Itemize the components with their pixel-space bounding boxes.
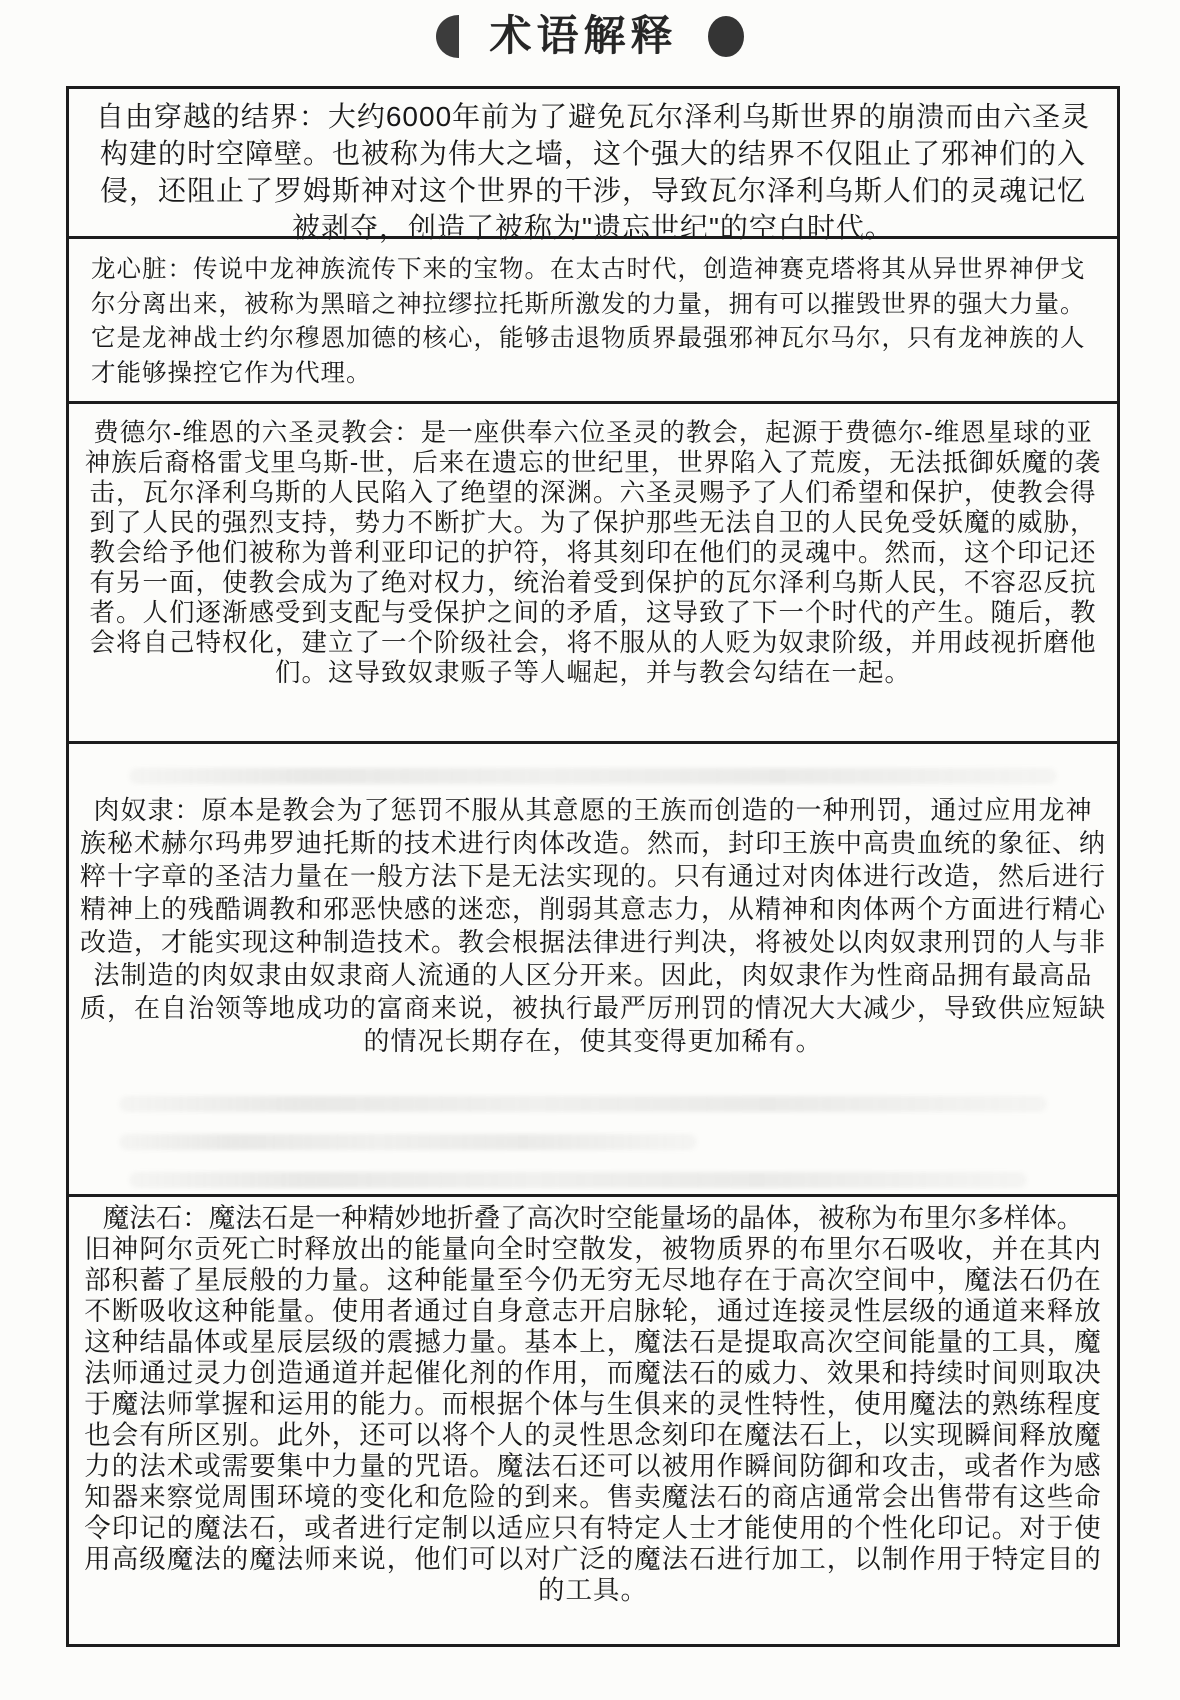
- page-header: [0, 12, 1180, 60]
- term-label: 龙心脏：: [91, 256, 193, 283]
- dot-icon: [708, 16, 744, 57]
- entry-text-continued: 旧神阿尔贡死亡时释放出的能量向全时空散发，被物质界的布里尔石吸收，并在其内部积蓄了星辰般的力量。这种能量至今仍无穷无尽地存在于高次空间中，魔法石仍在不断吸收这种能量。使用者通过自身意志开启脉轮，通过连接灵性层级的通道来释放这种结晶体或星辰层级的震撼力量。基本上，魔法石是提取高次空间能量的工具，魔法师通过灵力创造通道并起催化剂的作用，而魔法石的威力、效果和持续时间则取决于魔法师掌握和运用的能力。而根据个体与生俱来的灵性特性，使用魔法的熟练程度也会有所区别。此外，还可以将个人的灵性思念刻印在魔法石上，以实现瞬间释放魔力的法术或需要集中力量的咒语。魔法石还可以被用作瞬间防御和攻击，或者作为感知器来察觉周围环境的变化和危险的到来。售卖魔法石的商店通常会出售带有这些命令印记的魔法石，或者进行定制以适应只有特定人士才能使用的个性化印记。对于使用高级魔法的魔法师来说，他们可以对广泛的魔法石进行加工，以制作用于特定目的的工具。: [84, 1234, 1102, 1605]
- term-label: 自由穿越的结界：: [95, 101, 328, 132]
- term-label: 魔法石：: [102, 1203, 209, 1233]
- term-definition: 是一座供奉六位圣灵的教会，起源于费德尔-维恩星球的亚神族后裔格雷戈里乌斯-世，后来在遗忘的世纪里，世界陷入了荒废，无法抵御妖魔的袭击，瓦尔泽利乌斯的人民陷入了绝望的深渊。六圣灵赐予了人们希望和保护，使教会得到了人民的强烈支持，势力不断扩大。为了保护那些无法自卫的人民免受妖魔的威胁，教会给予他们被称为普利亚印记的护符，将其刻印在他们的灵魂中。然而，这个印记还有另一面，使教会成为了绝对权力，统治着受到保护的瓦尔泽利乌斯人民，不容忍反抗者。人们逐渐感受到支配与受保护之间的矛盾，这导致了下一个时代的产生。随后，教会将自己特权化，建立了一个阶级社会，将不服从的人贬为奴隶阶级，并用歧视折磨他们。这导致奴隶贩子等人崛起，并与教会勾结在一起。: [84, 419, 1102, 687]
- entry-text: [69, 89, 1117, 246]
- glossary-entry-church: [66, 401, 1120, 744]
- glossary-entry-magic-stone: [66, 1194, 1120, 1647]
- entry-text: [69, 1197, 1117, 1234]
- term-definition: 大约6000年前为了避免瓦尔泽利乌斯世界的崩溃而由六圣灵构建的时空障壁。也被称为伟大之墙，这个强大的结界不仅阻止了邪神们的入侵，还阻止了罗姆斯神对这个世界的干涉，导致瓦尔泽利乌斯人们的灵魂记忆被剥夺，创造了被称为"遗忘世纪"的空白时代。: [99, 101, 1091, 243]
- term-label: 费德尔-维恩的六圣灵教会：: [93, 419, 421, 447]
- term-definition: 传说中龙神族流传下来的宝物。在太古时代，创造神赛克塔将其从异世界神伊戈尔分离出来，被称为黑暗之神拉缪拉托斯所激发的力量，拥有可以摧毁世界的强大力量。它是龙神战士约尔穆恩加德的核心，能够击退物质界最强邪神瓦尔马尔，只有龙神族的人才能够操控它作为代理。: [91, 256, 1086, 387]
- entry-text: [69, 744, 1117, 1058]
- entry-text: [69, 239, 1117, 391]
- half-circle-icon: [436, 15, 459, 58]
- term-definition: 魔法石是一种精妙地折叠了高次时空能量场的晶体，被称为布里尔多样体。: [208, 1203, 1084, 1233]
- glossary-entry-dragon-heart: [66, 236, 1120, 404]
- bleedthrough-smudge: [119, 1134, 697, 1150]
- bleedthrough-smudge: [119, 1096, 1047, 1112]
- term-label: 肉奴隶：: [93, 795, 202, 825]
- glossary-entry-barrier: [66, 86, 1120, 243]
- bleedthrough-smudge: [129, 1172, 1027, 1188]
- entry-text: [69, 404, 1117, 688]
- glossary-entry-flesh-slave: [66, 741, 1120, 1197]
- term-definition: 原本是教会为了惩罚不服从其意愿的王族而创造的一种刑罚，通过应用龙神族秘术赫尔玛弗罗迪托斯的技术进行肉体改造。然而，封印王族中高贵血统的象征、纳粹十字章的圣洁力量在一般方法下是无法实现的。只有通过对肉体进行改造，然后进行精神上的残酷调教和邪恶快感的迷恋，削弱其意志力，从精神和肉体两个方面进行精心改造，才能实现这种制造技术。教会根据法律进行判决，将被处以肉奴隶刑罚的人与非法制造的肉奴隶由奴隶商人流通的人区分开来。因此，肉奴隶作为性商品拥有最高品质，在自治领等地成功的富商来说，被执行最严厉刑罚的情况大大减少，导致供应短缺的情况长期存在，使其变得更加稀有。: [80, 795, 1107, 1056]
- page-title: 术语解释: [489, 12, 678, 59]
